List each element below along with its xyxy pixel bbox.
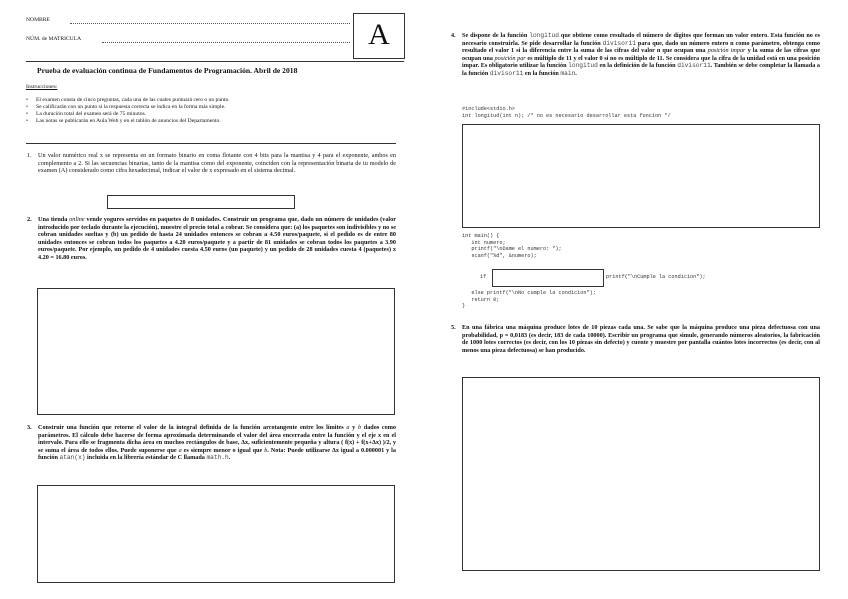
question-3-number: 3. [27,424,32,431]
question-4-code-main: int main() { int numero; printf("\nDame el numero: "); scanf("%d", &numero); [462,233,562,259]
question-3-text: Construir una función que retorne el valor de la integral definida de la función arcotangente entre los límites a y b dados como parámetros. El cálculo debe hacerse de forma aproximada determinando el valor del área encerrada entre la función y el eje x en el intervalo. Para ello se fragmenta dicha área en muchos rectángulos de base, Δx, suficientemente pequeña y altura ( f(x) + f(x+Δx) )/2, y se suma el área de todos ellos. Puede suponerse que a es siempre menor o igual que b. Nota: Puede utilizarse Δx igual a 0.000001 y la función atan(x) incluida en la librería estándar de C llamada math.h. [38,424,397,462]
question-2-answer-box[interactable] [37,288,395,415]
instruction-item: • Las notas se publicarán en Aula Web y en el tablón de anuncios del Departamento. [26,118,396,125]
question-5-text: En una fábrica una máquina produce lotes de 10 piezas cada una. Se sabe que la máquina produce una pieza defectuosa con una probabilidad, p = 0,0183 (es decir, 183 de cada 10000). Escribir un programa que simule, generando números aleatorios, la fabricación de 1000 lotes correctos (es decir, con los 10 piezas sin defecto) y cuente y muestre por pantalla cuántos lotes incorrectos (es decir, con al menos una pieza defectuosa) se han producido. [462,324,820,354]
instructions-heading: Instrucciones: [26,84,58,90]
nombre-line [70,23,350,24]
instructions-divider [26,143,396,144]
exam-title: Prueba de evaluación continua de Fundamentos de Programación. Abril de 2018 [37,66,298,75]
instructions-list [26,97,396,125]
question-4-code-else: else printf("\nNo cumple la condicion"); return 0; } [462,290,596,310]
question-4-call-answer-box[interactable] [492,269,604,287]
question-1-number: 1. [27,152,32,159]
question-2-text: Una tienda online vende yogures servidos en paquetes de 8 unidades. Construir un programa que, dado un número de unidades (valor introducido por teclado durante la ejecución), muestre el precio total a cobrar. Se considera que: (a) los paquetes son indivisibles y no se cobran unidades sueltas y (b) un pedido de hasta 24 unidades entonces se cobran a 4.50 euros/paquete, si el pedido es de entre 80 unidades entonces se cobran todos los paquetes a 4.20 euros/paquete y a partir de 81 unidades se cobran todos los paquetes a 3.90 euros/paquete. Por ejemplo, un pedido de 4 unidades cuesta 4.50 euros (un paquete) y un pedido de 28 unidades cuesta 4 (paquetes) x 4.20 = 16.80 euros. [38,216,396,261]
exam-model-box [353,13,405,59]
question-1-answer-box[interactable] [107,195,295,209]
nombre-label: NOMBRE [26,17,50,23]
exam-model-letter: A [368,18,390,51]
instruction-item: • El examen consta de cinco preguntas, cada una de las cuales puntuará cero o un punto. [26,97,396,104]
matricula-label: NÚM. de MATRICULA [26,36,82,42]
question-4-number: 4. [451,32,456,39]
question-4-function-answer-box[interactable] [462,124,820,228]
question-5-number: 5. [451,324,456,331]
matricula-line [102,42,350,43]
question-4-code-if: if [480,274,487,280]
question-5-answer-box[interactable] [462,377,820,571]
instruction-item: • La duración total del examen será de 75 minutos. [26,111,396,118]
question-4-code-header: #include<stdio.h> int longitud(int n); /* no es necesario desarrollar esta funcion */ [462,106,671,119]
question-4-text: Se dispone de la función longitud que obtiene como resultado el número de dígitos que forman un valor entero. Esta función no es necesario construirla. Se pide desarrollar la función divisor11 para que, dado un número entero n como parámetro, obtenga como resultado el valor 1 si la diferencia entre la suma de las cifras del valor n que ocupan una posición impar y la suma de las cifras que ocupan una posición par es múltiplo de 11 y el valor 0 si no es múltiplo de 11. Se considera que la cifra de la unidad está en una posición impar. Es obligatorio utilizar la función longitud en la definición de la función divisor11. También se debe completar la llamada a la función divisor11 en la función main. [462,32,821,77]
question-3-answer-box[interactable] [37,485,395,583]
instruction-item: • Se calificarán con un punto si la respuesta correcta se indica en la forma más simple. [26,104,396,111]
exam-page-right [424,0,848,599]
question-4-code-if-printf: printf("\nCumple la condicion"); [606,274,706,280]
question-2-number: 2. [27,216,32,223]
header-divider [26,61,404,62]
question-1-text: Un valor numérico real x se representa en un formato binario en coma flotante con 4 bits para la mantisa y 4 para el exponente, ambos en complemento a 2. Si las secuencias binarias, tanto de la mantisa como del exponente, coinciden con la representación binaria de tu modelo de examen (A) considerado como cifra hexadecimal, indicar el valor de x expresado en el sistema decimal. [38,152,396,175]
